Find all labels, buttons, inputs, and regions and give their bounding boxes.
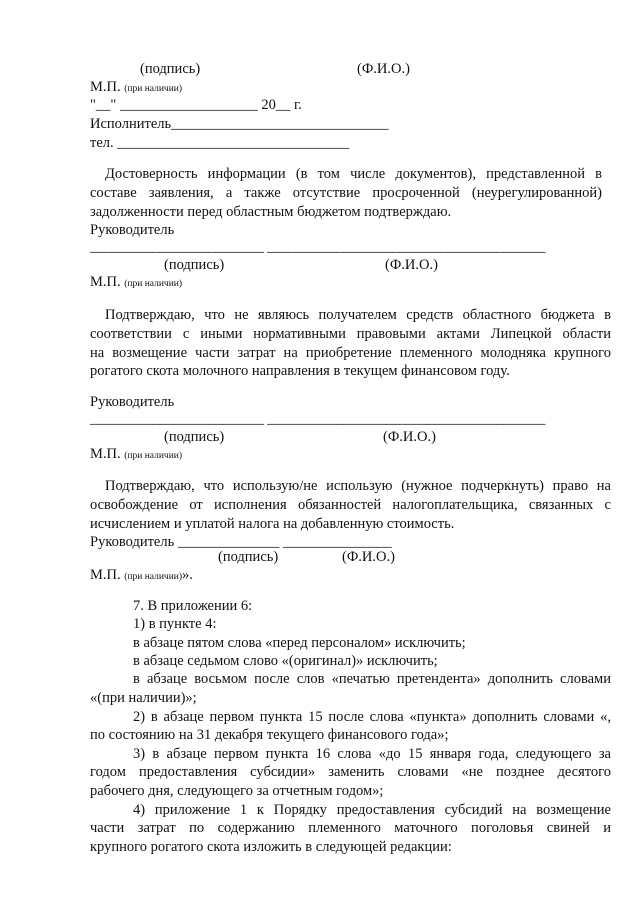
signature-caption: (подпись) — [164, 429, 225, 445]
stamp-label: М.П. — [90, 446, 125, 462]
stamp-note: (при наличии) — [124, 451, 183, 461]
name-caption: (Ф.И.О.) — [385, 257, 438, 273]
paragraph-line: соответствии с иными нормативными правовыми актами Липецкой области — [90, 326, 611, 342]
stamp-tail: ». — [182, 567, 193, 583]
list-item: в абзаце восьмом после слов «печатью претендента» дополнить словами — [133, 671, 611, 687]
paragraph-line: на возмещение части затрат на приобретение племенного молодняка крупного — [90, 345, 611, 361]
paragraph-line: рогатого скота молочного направления в текущем финансовом году. — [90, 363, 510, 379]
paragraph-line: Подтверждаю, что не являюсь получателем средств областного бюджета в — [105, 307, 611, 323]
signature-lines: _________________________ ________________________________________ — [90, 411, 546, 427]
list-item: рабочего дня, следующего за отчетным годом»; — [90, 783, 384, 799]
stamp-label: М.П. — [90, 567, 125, 583]
head-signature-line: Руководитель ______________ _______________ — [90, 534, 392, 550]
list-item: 2) в абзаце первом пункта 15 после слова «пункта» дополнить словами «, — [133, 709, 611, 725]
stamp-label: М.П. — [90, 79, 125, 95]
list-item: 7. В приложении 6: — [133, 598, 253, 614]
stamp-note: (при наличии) — [124, 279, 183, 289]
stamp-line — [90, 275, 182, 290]
list-item: по состоянию на 31 декабря текущего финансового года»; — [90, 727, 449, 743]
list-item: части затрат по содержанию племенного маточного поголовья свиней и — [90, 820, 611, 836]
signature-caption: (подпись) — [164, 257, 225, 273]
list-item: крупного рогатого скота изложить в следующей редакции: — [90, 839, 452, 855]
name-caption: (Ф.И.О.) — [383, 429, 436, 445]
list-item: 3) в абзаце первом пункта 16 слова «до 15 января года, следующего за — [133, 746, 611, 762]
name-caption: (Ф.И.О.) — [357, 61, 410, 77]
paragraph-line: задолженности перед областным бюджетом подтверждаю. — [90, 204, 452, 220]
paragraph-line: составе заявления, а также отсутствие просроченной (неурегулированной) — [90, 185, 602, 201]
list-item: в абзаце пятом слова «перед персоналом» исключить; — [133, 635, 466, 651]
list-item: 1) в пункте 4: — [133, 616, 217, 632]
list-item: 4) приложение 1 к Порядку предоставления субсидий на возмещение — [133, 802, 611, 818]
signature-lines: _________________________ ________________________________________ — [90, 239, 546, 255]
phone-line: тел. ________________________________ — [90, 135, 350, 151]
stamp-line — [90, 80, 182, 95]
date-line: "__" ___________________ 20__ г. — [90, 97, 302, 113]
stamp-line — [90, 568, 193, 583]
stamp-label: М.П. — [90, 274, 125, 290]
list-item: годом предоставления субсидии» заменить словами «не позднее десятого — [90, 764, 611, 780]
paragraph-line: Подтверждаю, что использую/не использую (нужное подчеркнуть) право на — [105, 478, 611, 494]
head-label: Руководитель — [90, 394, 175, 410]
signature-caption: (подпись) — [140, 61, 201, 77]
head-label: Руководитель — [90, 222, 175, 238]
paragraph-line: исчислением и уплатой налога на добавленную стоимость. — [90, 516, 455, 532]
stamp-note: (при наличии) — [124, 572, 183, 582]
list-item: в абзаце седьмом слово «(оригинал)» исключить; — [133, 653, 438, 669]
paragraph-line: освобождение от исполнения обязанностей налогоплательщика, связанных с — [90, 497, 611, 513]
name-caption: (Ф.И.О.) — [342, 549, 395, 565]
stamp-note: (при наличии) — [124, 84, 183, 94]
paragraph-line: Достоверность информации (в том числе документов), представленной в — [105, 166, 602, 182]
signature-caption: (подпись) — [218, 549, 279, 565]
executor-line: Исполнитель______________________________ — [90, 116, 389, 132]
stamp-line — [90, 447, 182, 462]
list-item: «(при наличии)»; — [90, 690, 197, 706]
